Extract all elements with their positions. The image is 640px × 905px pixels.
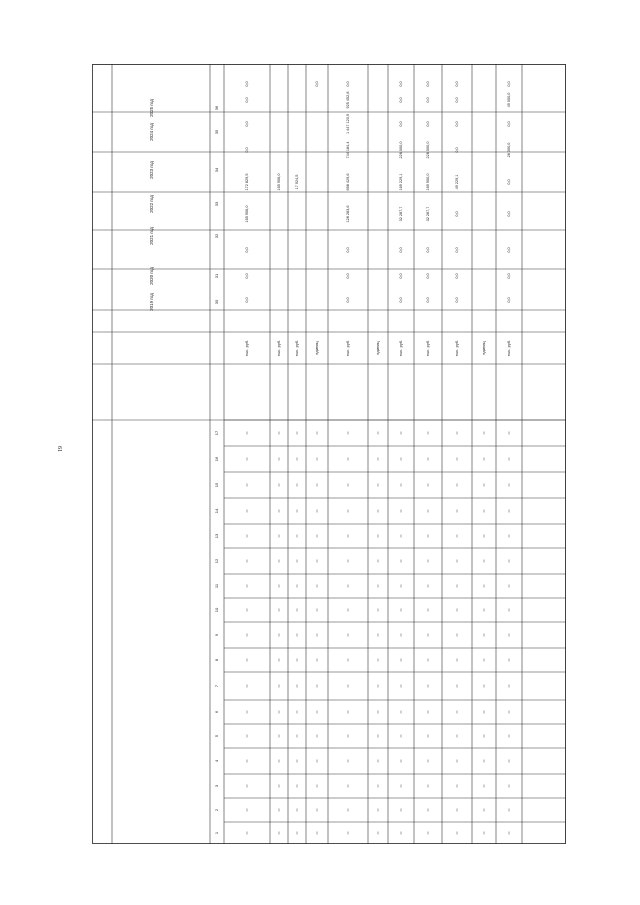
- row-unit: тыс. руб.: [398, 339, 404, 357]
- year-header: 2023 год: [149, 161, 155, 179]
- table-cells: [149, 81, 511, 834]
- row-value: 172 829,5: [245, 173, 249, 191]
- row-value: 226 000,0: [426, 141, 430, 159]
- row-value: 0,0: [426, 121, 430, 127]
- row-value: 0,0: [455, 147, 459, 153]
- table-frame: [93, 65, 566, 844]
- row-unit: тыс. руб.: [244, 339, 250, 357]
- column-number: 7: [214, 684, 220, 688]
- column-number: 16: [214, 456, 220, 462]
- row-value: 49 000,0: [507, 92, 511, 108]
- row-value: 0,0: [245, 297, 249, 303]
- row-unit: единиц: [481, 341, 487, 355]
- row-value: 0,0: [399, 121, 403, 127]
- row-value: 744 184,4: [346, 141, 350, 159]
- row-value: 49 229,1: [455, 174, 459, 190]
- row-value: 0,0: [399, 297, 403, 303]
- row-value: 0,0: [245, 247, 249, 253]
- rotated-table: [92, 64, 566, 844]
- year-header: 2024 год: [149, 123, 155, 141]
- row-value: 1 447 120,9: [346, 113, 350, 135]
- row-value: 0,0: [245, 97, 249, 103]
- row-unit: тыс. руб.: [506, 339, 512, 357]
- column-number: 15: [214, 482, 220, 488]
- column-number: 4: [214, 759, 220, 763]
- column-number: 10: [214, 607, 220, 613]
- row-value: 0,0: [455, 273, 459, 279]
- row-value: 0,0: [426, 97, 430, 103]
- row-value: 0,0: [399, 81, 403, 87]
- year-number: 35: [214, 129, 220, 135]
- row-value: 32 287,7: [399, 206, 403, 222]
- row-value: 0,0: [507, 121, 511, 127]
- row-value: 169 900,0: [426, 173, 430, 191]
- year-header: 2019 год: [149, 293, 155, 311]
- year-number: 34: [214, 167, 220, 173]
- column-number: 9: [214, 633, 220, 637]
- row-value: 0,0: [455, 247, 459, 253]
- year-header: 2020 год: [149, 267, 155, 285]
- row-unit: тыс. руб.: [345, 339, 351, 357]
- row-unit: тыс. руб.: [425, 339, 431, 357]
- column-number: 12: [214, 558, 220, 564]
- row-value: 0,0: [455, 81, 459, 87]
- row-unit: тыс. руб.: [294, 339, 300, 357]
- column-number: 6: [214, 710, 220, 714]
- row-value: 226 000,0: [399, 141, 403, 159]
- row-value: 0,0: [245, 147, 249, 153]
- row-value: 698 429,6: [346, 173, 350, 191]
- row-value: 0,0: [346, 247, 350, 253]
- row-unit: тыс. руб.: [454, 339, 460, 357]
- row-value: 0,0: [426, 297, 430, 303]
- table-grid: [92, 64, 566, 844]
- row-value: 0,0: [346, 273, 350, 279]
- year-header: 2025 год: [149, 99, 155, 117]
- row-value: 28 000,0: [507, 142, 511, 158]
- row-value: 0,0: [245, 273, 249, 279]
- row-value: 0,0: [455, 121, 459, 127]
- year-number: 36: [214, 105, 220, 111]
- row-value: 0,0: [426, 81, 430, 87]
- column-number: 3: [214, 784, 220, 788]
- row-value: 0,0: [245, 81, 249, 87]
- page-number: 61: [56, 446, 62, 452]
- row-unit: единиц: [375, 341, 381, 355]
- row-value: 0,0: [507, 247, 511, 253]
- row-value: 0,0: [399, 247, 403, 253]
- column-number: 1: [214, 831, 220, 835]
- row-value: 0,0: [455, 211, 459, 217]
- row-unit: тыс. руб.: [276, 339, 282, 357]
- row-value: 0,0: [507, 211, 511, 217]
- column-number: 5: [214, 734, 220, 738]
- year-number: 31: [214, 273, 220, 279]
- year-number: 33: [214, 201, 220, 207]
- row-value: 32 287,7: [426, 206, 430, 222]
- row-value: 925 452,8: [346, 91, 350, 109]
- column-number: 2: [214, 808, 220, 812]
- row-value: 0,0: [346, 81, 350, 87]
- row-value: 0,0: [245, 121, 249, 127]
- row-value: 165 906,0: [277, 173, 281, 191]
- row-value: 165 906,0: [245, 205, 249, 223]
- row-value: 128 283,6: [346, 205, 350, 223]
- year-number: 30: [214, 299, 220, 305]
- row-value: 0,0: [399, 273, 403, 279]
- row-value: 0,0: [507, 297, 511, 303]
- year-header: 2022 год: [149, 195, 155, 213]
- row-value: 0,0: [507, 273, 511, 279]
- row-value: 0,0: [426, 247, 430, 253]
- year-header: 2021 год: [149, 227, 155, 245]
- column-number: 17: [214, 430, 220, 436]
- row-value: 0,0: [507, 81, 511, 87]
- row-value: 0,0: [315, 81, 319, 87]
- row-value: 0,0: [455, 97, 459, 103]
- row-value: 0,0: [426, 273, 430, 279]
- row-value: 0,0: [455, 297, 459, 303]
- table-drawing: [92, 64, 566, 844]
- column-number: 8: [214, 658, 220, 662]
- column-number: 13: [214, 533, 220, 539]
- row-value: 0,0: [346, 297, 350, 303]
- row-value: 0,0: [507, 179, 511, 185]
- row-value: 169 229,1: [399, 173, 403, 191]
- column-number: 14: [214, 508, 220, 514]
- column-number: 11: [214, 583, 220, 589]
- row-unit: единиц: [314, 341, 320, 355]
- year-number: 32: [214, 233, 220, 239]
- row-value: 0,0: [399, 97, 403, 103]
- row-value: 17 924,5: [295, 174, 299, 190]
